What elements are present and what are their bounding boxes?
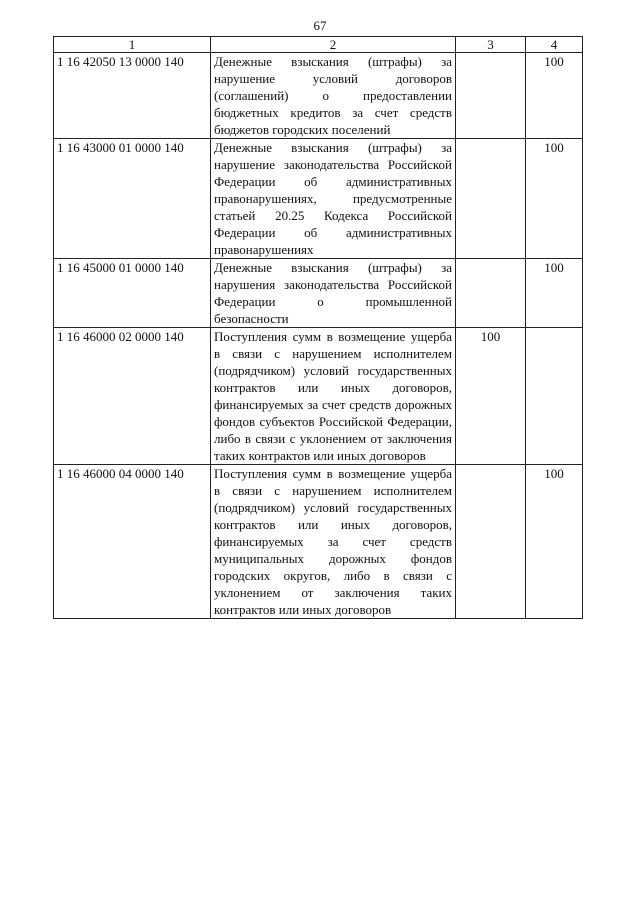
header-col-1: 1 — [54, 37, 211, 53]
value-col-4: 100 — [526, 53, 583, 139]
row-description: Поступления сумм в возмещение ущерба в связи с нарушением исполнителем (подрядчиком) условий государственных контрактов или иных договоров, финансируемых за счет средств муниципальных дорожных фондов городских округов, либо в связи с уклонением от заключения таких контрактов или иных договоров — [211, 465, 456, 619]
header-row — [54, 37, 583, 53]
table-row — [54, 328, 583, 465]
row-description: Денежные взыскания (штрафы) за нарушения законодательства Российской Федерации о промышленной безопасности — [211, 259, 456, 328]
page-number: 67 — [313, 18, 327, 33]
header-col-3: 3 — [456, 37, 526, 53]
value-col-3 — [456, 53, 526, 139]
value-col-4: 100 — [526, 465, 583, 619]
budget-code: 1 16 42050 13 0000 140 — [54, 53, 211, 139]
row-description: Поступления сумм в возмещение ущерба в связи с нарушением исполнителем (подрядчиком) условий государственных контрактов или иных договоров, финансируемых за счет средств дорожных фондов субъектов Российской Федерации, либо в связи с уклонением от заключения таких контрактов или иных договоров — [211, 328, 456, 465]
row-description: Денежные взыскания (штрафы) за нарушение законодательства Российской Федерации об административных правонарушениях, предусмотренные статьей 20.25 Кодекса Российской Федерации об административных правонарушениях — [211, 139, 456, 259]
header-col-2: 2 — [211, 37, 456, 53]
budget-table — [53, 36, 583, 619]
row-description: Денежные взыскания (штрафы) за нарушение условий договоров (соглашений) о предоставлении бюджетных кредитов за счет средств бюджетов городских поселений — [211, 53, 456, 139]
value-col-3 — [456, 465, 526, 619]
value-col-4: 100 — [526, 259, 583, 328]
value-col-4 — [526, 328, 583, 465]
table-row — [54, 465, 583, 619]
budget-code: 1 16 43000 01 0000 140 — [54, 139, 211, 259]
value-col-3 — [456, 259, 526, 328]
table-row — [54, 139, 583, 259]
value-col-3 — [456, 139, 526, 259]
table-header — [54, 37, 583, 53]
header-col-4: 4 — [526, 37, 583, 53]
budget-code: 1 16 46000 02 0000 140 — [54, 328, 211, 465]
table-row — [54, 53, 583, 139]
value-col-4: 100 — [526, 139, 583, 259]
budget-code: 1 16 46000 04 0000 140 — [54, 465, 211, 619]
value-col-3: 100 — [456, 328, 526, 465]
table-row — [54, 259, 583, 328]
table-body — [54, 53, 583, 619]
budget-code: 1 16 45000 01 0000 140 — [54, 259, 211, 328]
